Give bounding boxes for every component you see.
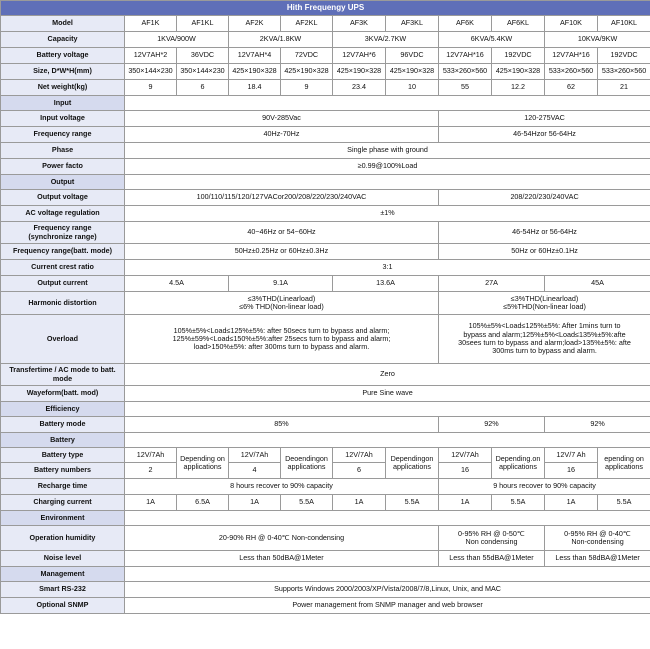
battery-depending-cell: Dependingon applications: [386, 448, 439, 479]
model-cell: AF1K: [125, 16, 177, 32]
net-weight-cell: 21: [598, 80, 650, 96]
model-cell: AF6K: [439, 16, 492, 32]
output-current-cell: 9.1A: [229, 276, 333, 292]
noise-cell: Less than 55dBA@1Meter: [439, 551, 545, 567]
label-crest-ratio: Current crest ratio: [1, 260, 125, 276]
label-overload: Overload: [1, 315, 125, 364]
battery-type-cell: 12V/7Ah: [125, 448, 177, 463]
battery-number-cell: 6: [333, 463, 386, 479]
label-ac-regulation: AC voltage regulation: [1, 206, 125, 222]
battery-voltage-cell: 12V7AH*4: [229, 48, 281, 64]
charging-current-cell: 1A: [333, 495, 386, 511]
label-noise: Noise level: [1, 551, 125, 567]
model-cell: AF1KL: [177, 16, 229, 32]
overload-cell: 105%±5%<Load≤125%±5%: after 50secs turn to bypass and alarm; 125%±59%<Load≤150%±5%:after 25secs turn to bypass and alarm; load>150%±5%: after 300ms turn to bypass and alarm.: [125, 315, 439, 364]
freq-sync-cell: 40~46Hz or 54~60Hz: [125, 222, 439, 244]
label-transfer-time: Transfertime / AC mode to batt. mode: [1, 364, 125, 386]
ac-regulation-cell: ±1%: [125, 206, 650, 222]
battery-depending-cell: Deoendingon applications: [281, 448, 333, 479]
model-cell: AF10K: [545, 16, 598, 32]
net-weight-cell: 10: [386, 80, 439, 96]
section-spacer: [125, 402, 650, 417]
harmonic-cell: ≤3%THD(Linearload) ≤6% THD(Non-linear load): [125, 292, 439, 315]
label-power-factor: Power facto: [1, 159, 125, 175]
row-waveform: [1, 386, 650, 402]
input-voltage-cell: 120-275VAC: [439, 111, 650, 127]
size-cell: 533×260×560: [598, 64, 650, 80]
recharge-time-cell: 9 hours recover to 90% capacity: [439, 479, 650, 495]
section-title-output: Output: [1, 175, 125, 190]
label-rs232: Smart RS-232: [1, 582, 125, 598]
battery-depending-cell: Depending on applications: [177, 448, 229, 479]
row-crest-ratio: [1, 260, 650, 276]
section-title-battery: Battery: [1, 433, 125, 448]
section-spacer: [125, 433, 650, 448]
battery-voltage-cell: 12V7AH*16: [439, 48, 492, 64]
section-spacer: [125, 96, 650, 111]
transfer-time-cell: Zero: [125, 364, 650, 386]
battery-voltage-cell: 12V7AH*2: [125, 48, 177, 64]
charging-current-cell: 5.5A: [386, 495, 439, 511]
input-voltage-cell: 90V-285Vac: [125, 111, 439, 127]
size-cell: 350×144×230: [177, 64, 229, 80]
net-weight-cell: 6: [177, 80, 229, 96]
label-size: Size, D*W*H(mm): [1, 64, 125, 80]
battery-number-cell: 2: [125, 463, 177, 479]
section-spacer: [125, 567, 650, 582]
section-input: [1, 96, 650, 111]
table-title: Hith Frequengy UPS: [1, 1, 650, 16]
charging-current-cell: 5.5A: [492, 495, 545, 511]
humidity-cell: 20-90% RH @ 0-40℃ Non-condensing: [125, 526, 439, 551]
label-frequency-range: Frequency range: [1, 127, 125, 143]
capacity-cell: 2KVA/1.8KW: [229, 32, 333, 48]
battery-type-cell: 12V/7 Ah: [545, 448, 598, 463]
charging-current-cell: 5.5A: [598, 495, 650, 511]
label-battery-type: Battery type: [1, 448, 125, 463]
section-management: [1, 567, 650, 582]
freq-batt-cell: 50Hz or 60Hz±0.1Hz: [439, 244, 650, 260]
label-harmonic: Harmonic distortion: [1, 292, 125, 315]
row-size: [1, 64, 650, 80]
label-waveform: Wayeform(batt. mod): [1, 386, 125, 402]
row-noise: [1, 551, 650, 567]
capacity-cell: 10KVA/9KW: [545, 32, 650, 48]
label-model: Model: [1, 16, 125, 32]
charging-current-cell: 5.5A: [281, 495, 333, 511]
battery-type-cell: 12V/7Ah: [229, 448, 281, 463]
size-cell: 350×144×230: [125, 64, 177, 80]
section-battery: [1, 433, 650, 448]
size-cell: 425×190×328: [492, 64, 545, 80]
freq-batt-cell: 50Hz±0.25Hz or 60Hz±0.3Hz: [125, 244, 439, 260]
row-freq-sync: [1, 222, 650, 244]
row-recharge-time: [1, 479, 650, 495]
net-weight-cell: 62: [545, 80, 598, 96]
label-phase: Phase: [1, 143, 125, 159]
harmonic-cell: ≤3%THD(Linearload) ≤5%THD(Non-linear load): [439, 292, 650, 315]
humidity-cell: 0-95% RH @ 0-50℃ Non condensing: [439, 526, 545, 551]
section-spacer: [125, 511, 650, 526]
battery-mode-cell: 85%: [125, 417, 439, 433]
frequency-range-cell: 46-54Hzor 56-64Hz: [439, 127, 650, 143]
output-voltage-cell: 208/220/230/240VAC: [439, 190, 650, 206]
label-snmp: Optional SNMP: [1, 598, 125, 614]
row-net-weight: [1, 80, 650, 96]
row-phase: [1, 143, 650, 159]
battery-type-cell: 12V/7Ah: [439, 448, 492, 463]
row-freq-batt: [1, 244, 650, 260]
row-output-current: [1, 276, 650, 292]
net-weight-cell: 55: [439, 80, 492, 96]
label-capacity: Capacity: [1, 32, 125, 48]
size-cell: 425×190×328: [386, 64, 439, 80]
snmp-cell: Power management from SNMP manager and web browser: [125, 598, 650, 614]
model-cell: AF2K: [229, 16, 281, 32]
section-title-environment: Environment: [1, 511, 125, 526]
row-model: [1, 16, 650, 32]
label-input-voltage: Input voltage: [1, 111, 125, 127]
noise-cell: Less than 50dBA@1Meter: [125, 551, 439, 567]
waveform-cell: Pure Sine wave: [125, 386, 650, 402]
model-cell: AF3K: [333, 16, 386, 32]
label-output-current: Output current: [1, 276, 125, 292]
row-battery-voltage: [1, 48, 650, 64]
row-humidity: [1, 526, 650, 551]
label-output-voltage: Output voltage: [1, 190, 125, 206]
row-charging-current: [1, 495, 650, 511]
section-environment: [1, 511, 650, 526]
phase-cell: Single phase with ground: [125, 143, 650, 159]
section-output: [1, 175, 650, 190]
battery-number-cell: 16: [439, 463, 492, 479]
net-weight-cell: 23.4: [333, 80, 386, 96]
charging-current-cell: 1A: [545, 495, 598, 511]
model-cell: AF6KL: [492, 16, 545, 32]
battery-voltage-cell: 12V7AH*16: [545, 48, 598, 64]
label-battery-mode: Battery mode: [1, 417, 125, 433]
row-input-voltage: [1, 111, 650, 127]
freq-sync-cell: 46-54Hz or 56-64Hz: [439, 222, 650, 244]
row-power-factor: [1, 159, 650, 175]
output-current-cell: 27A: [439, 276, 545, 292]
recharge-time-cell: 8 hours recover to 90% capacity: [125, 479, 439, 495]
row-overload: [1, 315, 650, 364]
label-freq-sync: Frequency range (synchronize range): [1, 222, 125, 244]
label-recharge-time: Recharge time: [1, 479, 125, 495]
battery-voltage-cell: 36VDC: [177, 48, 229, 64]
battery-depending-cell: epending on applications: [598, 448, 650, 479]
row-rs232: [1, 582, 650, 598]
humidity-cell: 0-95% RH @ 0-40℃ Non-condensing: [545, 526, 650, 551]
row-capacity: [1, 32, 650, 48]
row-output-voltage: [1, 190, 650, 206]
charging-current-cell: 6.5A: [177, 495, 229, 511]
frequency-range-cell: 40Hz-70Hz: [125, 127, 439, 143]
battery-voltage-cell: 72VDC: [281, 48, 333, 64]
battery-number-cell: 4: [229, 463, 281, 479]
battery-depending-cell: Depending.on applications: [492, 448, 545, 479]
output-current-cell: 13.6A: [333, 276, 439, 292]
charging-current-cell: 1A: [125, 495, 177, 511]
net-weight-cell: 18.4: [229, 80, 281, 96]
rs232-cell: Supports Windows 2000/2003/XP/Vista/2008/7/8,Linux, Unix, and MAC: [125, 582, 650, 598]
battery-mode-cell: 92%: [545, 417, 650, 433]
crest-ratio-cell: 3:1: [125, 260, 650, 276]
net-weight-cell: 12.2: [492, 80, 545, 96]
output-current-cell: 45A: [545, 276, 650, 292]
section-title-efficiency: Efficiency: [1, 402, 125, 417]
row-harmonic: [1, 292, 650, 315]
label-net-weight: Net weight(kg): [1, 80, 125, 96]
label-humidity: Operation humidity: [1, 526, 125, 551]
battery-number-cell: 16: [545, 463, 598, 479]
size-cell: 425×190×328: [281, 64, 333, 80]
battery-voltage-cell: 192VDC: [598, 48, 650, 64]
section-efficiency: [1, 402, 650, 417]
model-cell: AF3KL: [386, 16, 439, 32]
size-cell: 425×190×328: [229, 64, 281, 80]
size-cell: 533×260×560: [439, 64, 492, 80]
net-weight-cell: 9: [281, 80, 333, 96]
row-battery-type: [1, 448, 650, 463]
power-factor-cell: ≥0.99@100%Load: [125, 159, 650, 175]
overload-cell: 105%±5%<Load≤125%±5%: After 1mins turn to bypass and alarm;125%±5%<Load≤135%±5%:afte 30sees turn to bypass and alarm;load>135%±5%: afte 300ms turn to bypass and alarm.: [439, 315, 650, 364]
output-current-cell: 4.5A: [125, 276, 229, 292]
row-battery-mode: [1, 417, 650, 433]
battery-mode-cell: 92%: [439, 417, 545, 433]
size-cell: 425×190×328: [333, 64, 386, 80]
size-cell: 533×260×560: [545, 64, 598, 80]
section-title-input: Input: [1, 96, 125, 111]
row-ac-regulation: [1, 206, 650, 222]
charging-current-cell: 1A: [229, 495, 281, 511]
battery-voltage-cell: 12V7AH*6: [333, 48, 386, 64]
label-charging-current: Charging current: [1, 495, 125, 511]
battery-voltage-cell: 192VDC: [492, 48, 545, 64]
charging-current-cell: 1A: [439, 495, 492, 511]
battery-voltage-cell: 96VDC: [386, 48, 439, 64]
label-freq-batt: Frequency range(batt. mode): [1, 244, 125, 260]
battery-type-cell: 12V/7Ah: [333, 448, 386, 463]
model-cell: AF10KL: [598, 16, 650, 32]
row-snmp: [1, 598, 650, 614]
section-title-management: Management: [1, 567, 125, 582]
row-frequency-range: [1, 127, 650, 143]
model-cell: AF2KL: [281, 16, 333, 32]
output-voltage-cell: 100/110/115/120/127VACor200/208/220/230/240VAC: [125, 190, 439, 206]
section-spacer: [125, 175, 650, 190]
capacity-cell: 1KVA/900W: [125, 32, 229, 48]
noise-cell: Less than 58dBA@1Meter: [545, 551, 650, 567]
row-transfer-time: [1, 364, 650, 386]
net-weight-cell: 9: [125, 80, 177, 96]
label-battery-numbers: Battery numbers: [1, 463, 125, 479]
capacity-cell: 6KVA/5.4KW: [439, 32, 545, 48]
label-battery-voltage: Battery voltage: [1, 48, 125, 64]
capacity-cell: 3KVA/2.7KW: [333, 32, 439, 48]
